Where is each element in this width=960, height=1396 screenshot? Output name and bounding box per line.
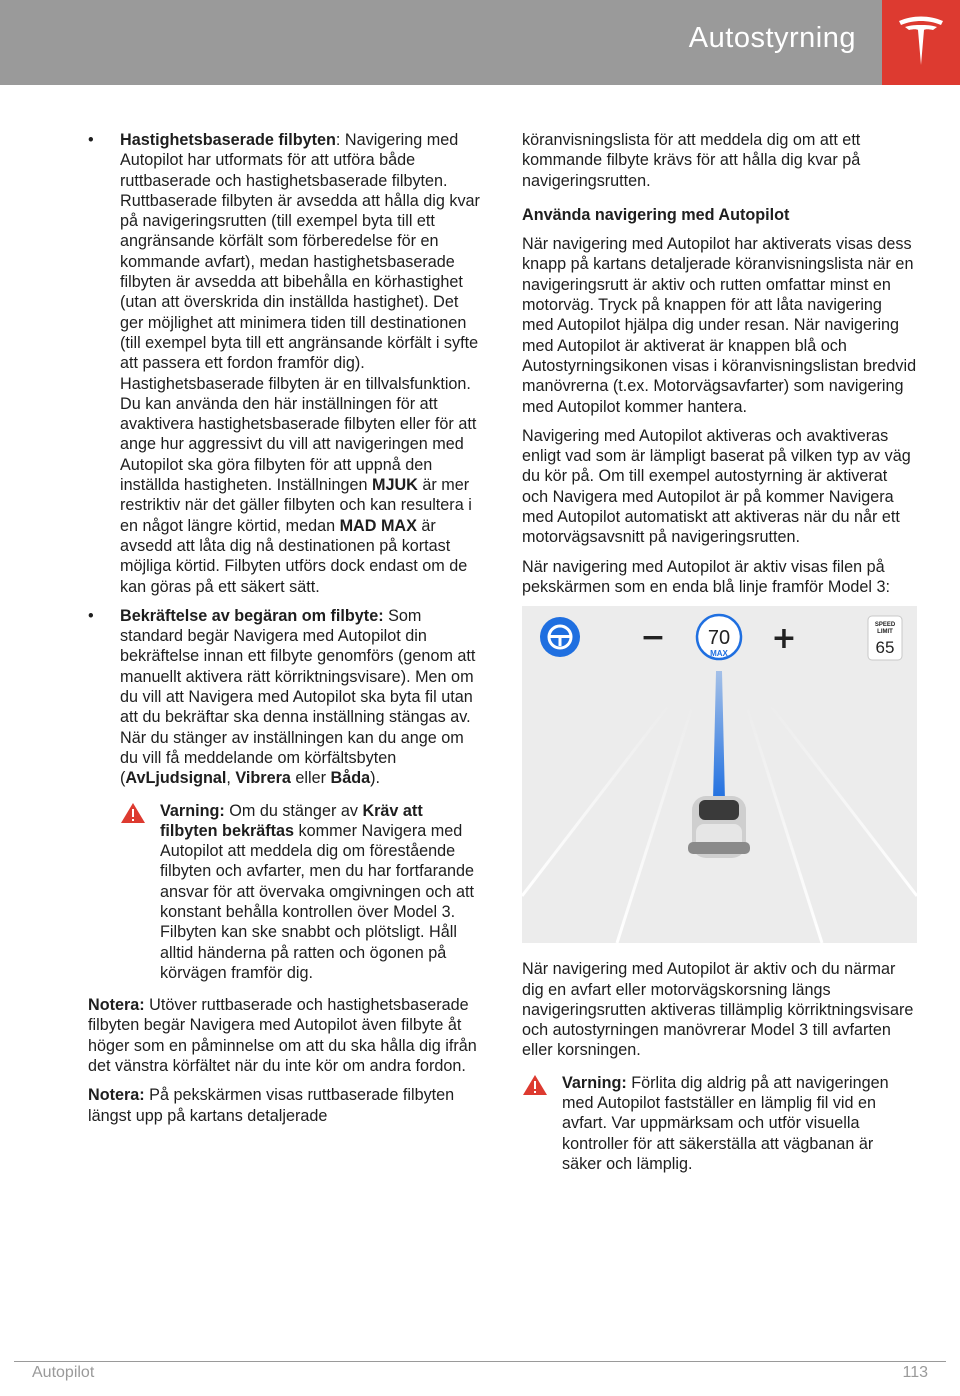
bullet-text: är mer restriktiv när det gäller filbyten och kan resultera i en något längre körtid, medan: [120, 476, 472, 535]
speed-limit-sign: [868, 616, 902, 660]
section-heading: Använda navigering med Autopilot: [522, 205, 790, 224]
autosteer-button[interactable]: [540, 617, 580, 657]
left-column: [88, 130, 483, 1135]
speed-limit-label: LIMIT: [877, 629, 893, 636]
tesla-logo-icon: [897, 15, 945, 69]
paragraph: När navigering med Autopilot är aktiv visas filen på pekskärmen som en enda blå linje framför Model 3:: [522, 557, 890, 596]
bullet-text: är avsedd att låta dig nå destinationen på kortast möjliga körtid. Filbyten utförs dock endast om de kan göras på ett säkert sätt.: [120, 516, 468, 596]
paragraph: köranvisningslista för att meddela dig om att ett kommande filbyte krävs för att hålla dig kvar på navigeringsrutten.: [522, 131, 861, 190]
note-label: Notera:: [88, 1086, 145, 1105]
warning-label: Varning:: [160, 801, 225, 820]
note: [88, 1085, 483, 1126]
option-sound: AvLjudsignal: [125, 769, 227, 788]
speed-decrease-button[interactable]: −: [640, 620, 666, 656]
bullet-speed-based-lane-change: [88, 130, 483, 597]
bullet-title: Hastighetsbaserade filbyten: [120, 131, 336, 149]
warning-text: Förlita dig aldrig på att navigeringen med Autopilot fastställer en lämplig fil vid en avfart. Var uppmärksam och utför visuella kontroller för att säkerställa att vägbanan är säker och lämplig.: [562, 1073, 889, 1173]
bullet-text: : Navigering med Autopilot har utformats för att utföra både ruttbaserade och hastighetsbaserade filbyten. Ruttbaserade filbyten är avsedda att hålla dig kvar på navigeringsrutten (till exempel byta till ett angränsande körfält som förberedelse för en kommande avfart), medan hastighetsbaserade filbyten är avsedda att bibehålla en körhastighet (utan att överskrida din inställda hastighet). Det ger möjlighet att minimera tiden till destinationen (till exempel byta till ett angränsande körfält i syfte att passera ett fordon framför dig). Hastighetsbaserade filbyten är en tillvalsfunktion. Du kan använda den här inställningen för att avaktivera hastighetsbaserade filbyten eller för att ange hur aggressivt du vill att navigeringen med Autopilot ska göra filbyten för att uppnå den inställda hastigheten. Inställningen: [120, 131, 480, 495]
max-label: MAX: [710, 649, 728, 659]
page-number: 113: [902, 1364, 928, 1381]
bullet-text: ).: [370, 769, 380, 788]
right-column: [522, 130, 917, 1186]
footer-divider: [14, 1361, 946, 1362]
warning-triangle-icon: [522, 1074, 548, 1096]
option-mad-max: MAD MAX: [339, 516, 417, 535]
autopilot-display: [522, 606, 917, 943]
warning-triangle-icon: [120, 802, 146, 824]
speed-limit-value: 65: [875, 638, 895, 658]
bullet-text: Som standard begär Navigera med Autopilot din bekräftelse innan ett filbyte genomförs (genom att manuellt aktivera rätt körriktningsvisare). Men om du vill att Navigera med Autopilot ska byta fil utan att du bekräftar ska denna inställning stängas av. När du stänger av inställningen kan du ange om du vill få meddelande om körfältsbyten (: [120, 606, 476, 788]
car-icon: [688, 796, 750, 858]
setting-name: Kräv att filbyten bekräftas: [160, 801, 423, 840]
speed-increase-button[interactable]: +: [771, 621, 797, 657]
option-mjuk: MJUK: [371, 476, 418, 495]
warning-label: Varning:: [562, 1073, 627, 1092]
note: [88, 995, 483, 1076]
separator: eller: [290, 769, 331, 788]
separator: ,: [226, 769, 236, 788]
warning-text: kommer Navigera med Autopilot att meddela dig om förestående filbyten och avfarter, men du har fortfarande ansvar för att övervaka omgivningen och att konstant behålla kontrollen över Model 3. Filbyten kan ske snabbt och plötsligt. Håll alltid händerna på ratten och ögonen på körvägen framför dig.: [160, 821, 475, 982]
speed-limit-label: SPEED: [874, 622, 896, 629]
note-text: Utöver ruttbaserade och hastighetsbaserade filbyten begär Navigera med Autopilot även filbyte åt höger som en påminnelse om att du ska hålla dig ifrån det vänstra körfältet när du inte kör om andra fordon.: [88, 996, 477, 1076]
paragraph: När navigering med Autopilot är aktiv och du närmar dig en avfart eller motorvägskorsning längs navigeringsrutten aktiveras tillämplig körriktningsvisare och autostyrningen manövrerar Model 3 till avfarten eller korsningen.: [522, 960, 914, 1060]
warning-box: [120, 801, 483, 984]
touchscreen-figure: [522, 606, 917, 943]
set-speed-value: 70: [707, 627, 731, 650]
bullet-dot: •: [88, 606, 94, 625]
chapter-title: Autostyrning: [688, 22, 856, 54]
page-header: [0, 0, 960, 85]
warning-text: Om du stänger av: [224, 801, 363, 820]
bullet-lane-change-confirmation: [88, 606, 483, 789]
bullet-title: Bekräftelse av begäran om filbyte:: [120, 606, 384, 625]
note-label: Notera:: [88, 996, 145, 1015]
warning-box: [522, 1073, 917, 1174]
paragraph: När navigering med Autopilot har aktiverats visas dess knapp på kartans detaljerade köranvisningslista när en navigeringsrutt är aktiv och rutten omfattar minst en motorväg. Tryck på knappen för att låta navigering med Autopilot hjälpa dig under resan. När navigering med Autopilot är aktiverat är knappen blå och Autostyrningsikonen visas i köranvisningslistan bredvid manövrerna (t.ex. Motorvägsavfarter) som navigering med Autopilot kommer hantera.: [522, 235, 917, 416]
footer-section: Autopilot: [32, 1364, 95, 1381]
option-both: Båda: [330, 769, 371, 788]
set-speed-dial: [697, 615, 741, 659]
brand-badge: [882, 0, 960, 85]
paragraph: Navigering med Autopilot aktiveras och avaktiveras enligt vad som är lämpligt baserat på vilken typ av väg du kör på. Om till exempel autostyrning är aktiverat och Navigera med Autopilot är på kommer Navigera med Autopilot automatiskt att aktiveras när du når ett motorvägsavsnitt på navigeringsrutten.: [522, 426, 911, 547]
bullet-dot: •: [88, 131, 94, 149]
option-vibrate: Vibrera: [235, 769, 291, 788]
note-text: På pekskärmen visas ruttbaserade filbyten längst upp på kartans detaljerade: [88, 1086, 455, 1125]
